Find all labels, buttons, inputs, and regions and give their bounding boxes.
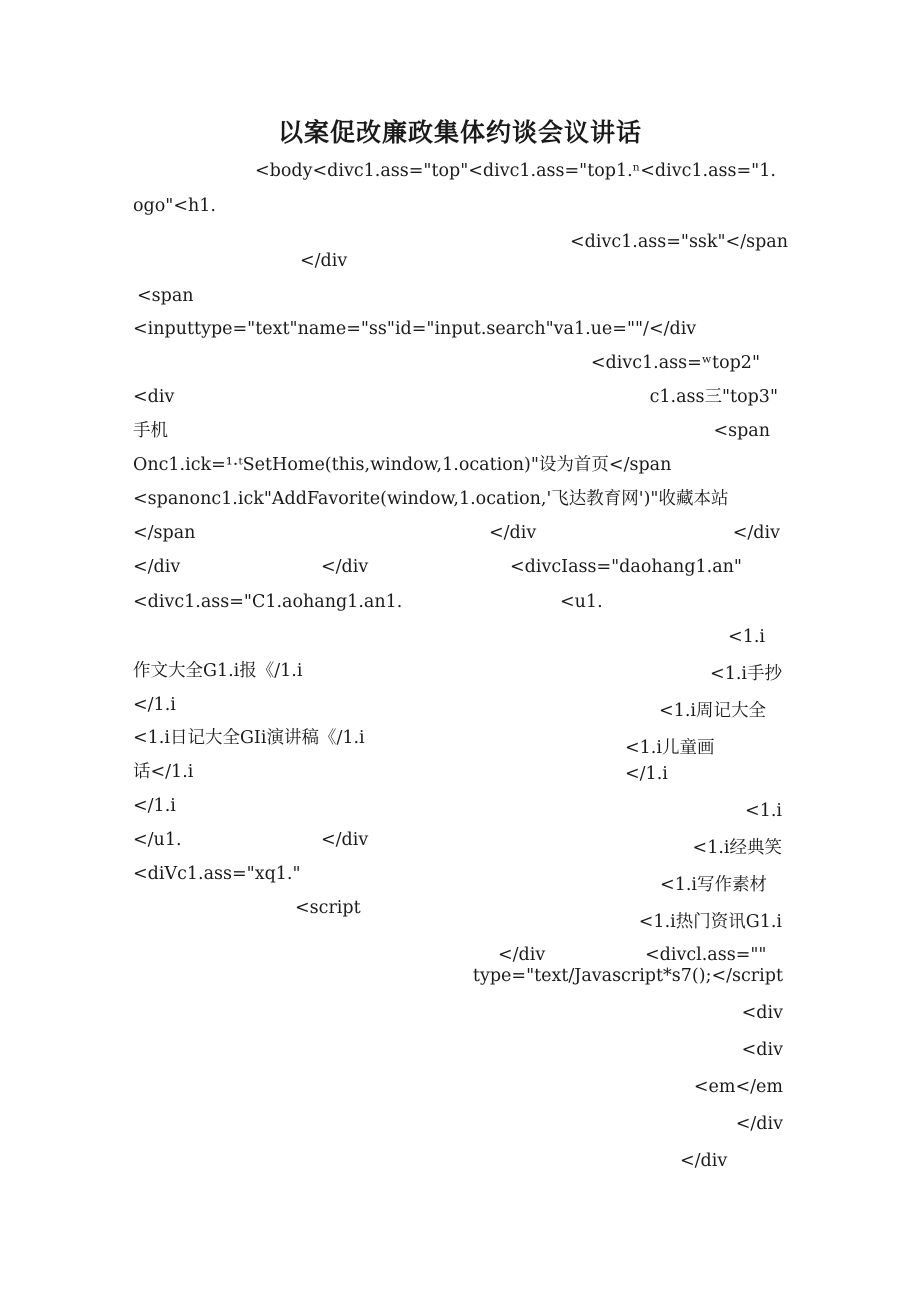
text-line: <1.i儿童画 — [625, 738, 715, 758]
text-line: ogo"<h1. — [133, 196, 216, 216]
text-line: <1.i日记大全GIi演讲稿《/1.i — [133, 728, 365, 748]
text-line: <1.i热门资讯G1.i — [638, 912, 782, 932]
text-line: <divcIass="daohang1.an" — [510, 557, 742, 577]
text-line: <1.i周记大全 — [659, 701, 766, 721]
text-line: <1.i — [745, 801, 782, 821]
text-line: <div — [741, 1003, 783, 1023]
text-line: <divc1.ass="ssk"</span — [569, 232, 788, 252]
text-line: <divc1.ass="C1.aohang1.an1. — [133, 592, 403, 612]
text-line: 话</1.i — [133, 762, 194, 782]
text-line: 手机 — [133, 421, 168, 441]
text-line: <1.i — [728, 627, 765, 647]
text-line: <div — [741, 1040, 783, 1060]
text-line: <1.i写作素材 — [660, 875, 767, 895]
text-line: <em</em — [693, 1077, 783, 1097]
text-line: <spanonc1.ick"AddFavorite(window,1.ocation,'飞达教育网')"收藏本站 — [133, 489, 729, 509]
text-line: </div — [300, 251, 348, 271]
text-line: </1.i — [625, 764, 668, 784]
text-line: type="text/Javascript*s7();</script — [472, 966, 783, 986]
clipped-fragment: </div — [680, 1151, 728, 1171]
text-line: <div — [133, 387, 175, 407]
text-line: </span — [133, 523, 196, 543]
text-line: <divc1.ass=ʷtop2" — [590, 353, 760, 373]
clipped-text-line — [440, 944, 800, 965]
text-line: </div — [489, 523, 537, 543]
text-line: </1.i — [133, 695, 176, 715]
text-line: </1.i — [133, 796, 176, 816]
text-line: <diVc1.ass="xq1." — [133, 864, 301, 884]
text-line: <body<divc1.ass="top"<divc1.ass="top1.ⁿ<divc1.ass="1. — [255, 161, 776, 181]
text-line: </div — [735, 1114, 783, 1134]
text-line: <script — [295, 898, 361, 918]
clipped-fragment: </div — [498, 945, 546, 965]
text-line: </u1. — [133, 830, 182, 850]
text-line: <1.i经典笑 — [692, 838, 782, 858]
text-line: <u1. — [560, 592, 603, 612]
clipped-fragment: <divcl.ass="" — [645, 945, 767, 965]
text-line: </div — [321, 557, 369, 577]
text-line: <span — [713, 421, 770, 441]
text-line: <inputtype="text"name="ss"id="input.search"va1.ue=""/</div — [133, 319, 697, 339]
text-line: Onc1.ick=¹·ᵗSetHome(this,window,1.ocation)"设为首页</span — [133, 455, 672, 475]
text-line: </div — [321, 830, 369, 850]
text-line: c1.ass三"top3" — [649, 387, 778, 407]
text-line: 作文大全G1.i报《/1.i — [133, 661, 303, 681]
text-line: </div — [133, 557, 181, 577]
text-line: </div — [732, 523, 780, 543]
document-title: 以案促改廉政集体约谈会议讲话 — [277, 118, 642, 147]
clipped-text-line — [660, 1150, 760, 1171]
text-line: <1.i手抄 — [710, 664, 782, 684]
text-line: <span — [137, 286, 194, 306]
